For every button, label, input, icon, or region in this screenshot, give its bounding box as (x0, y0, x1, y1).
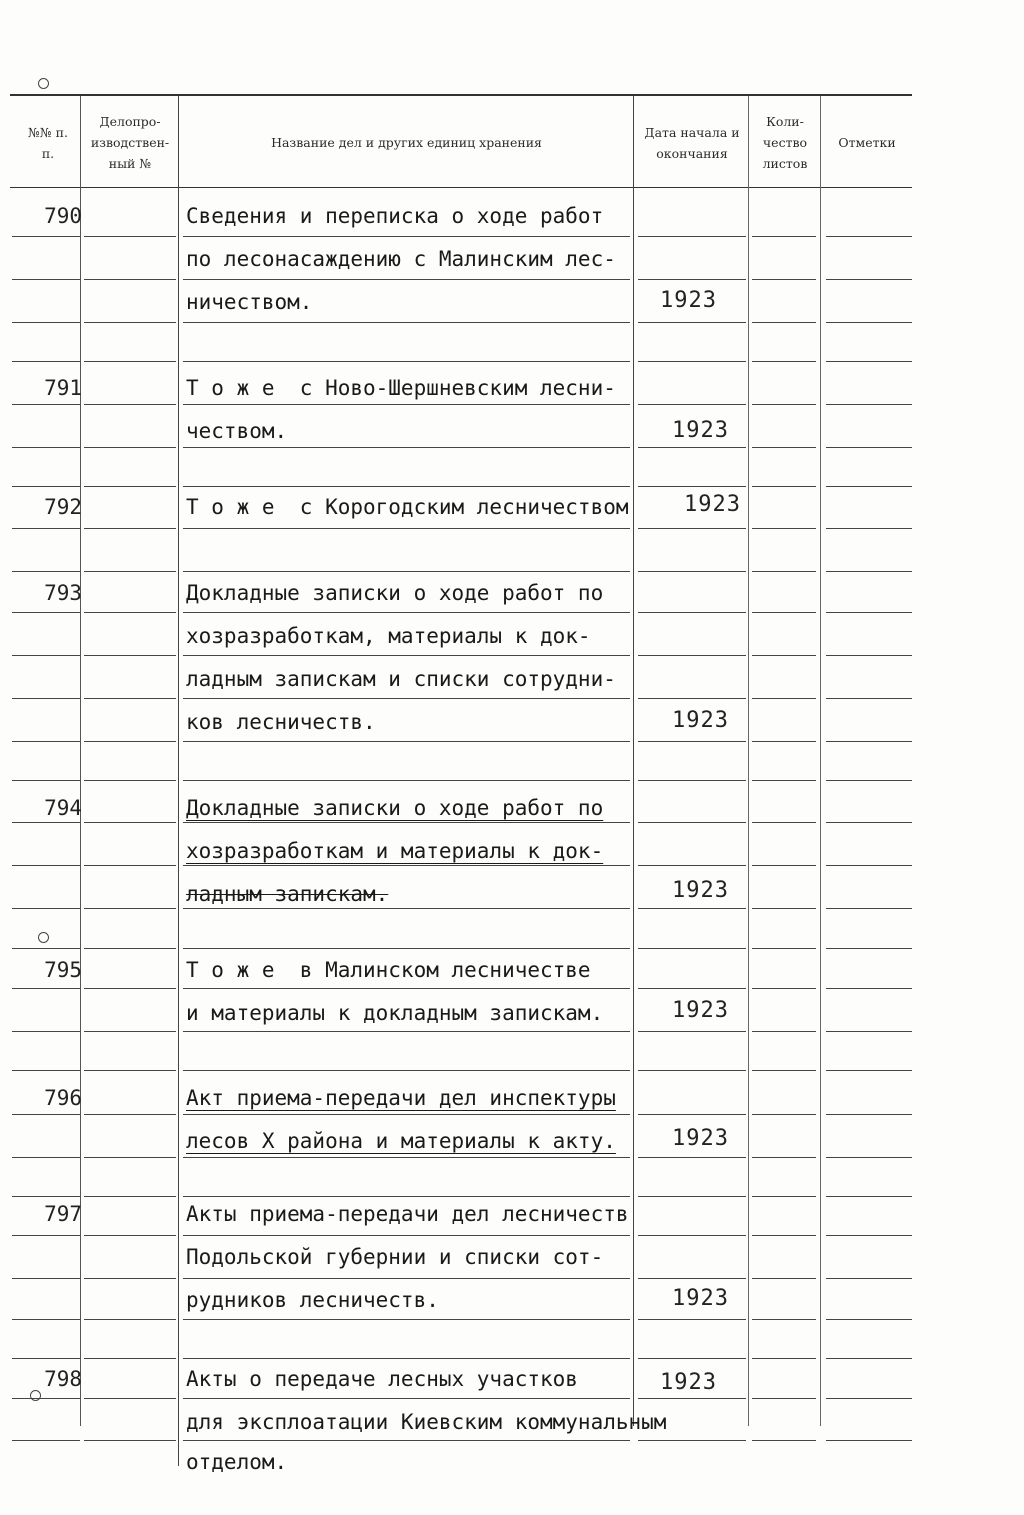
row-rule (183, 1157, 630, 1158)
row-rule (183, 447, 630, 448)
col-header-dates: Дата начала и окончания (644, 125, 740, 161)
row-rule (638, 741, 746, 742)
row-rule (826, 322, 912, 323)
entry-title-line: Т о ж е в Малинском лесничестве (186, 958, 591, 982)
entry-number: 796 (44, 1086, 82, 1110)
entry-number: 792 (44, 495, 82, 519)
entry-title-line: Докладные записки о ходе работ по (186, 796, 604, 820)
row-rule (752, 1196, 816, 1197)
row-rule (752, 865, 816, 866)
row-rule (826, 865, 912, 866)
row-rule (84, 571, 176, 572)
row-rule (752, 404, 816, 405)
row-rule (826, 655, 912, 656)
row-rule (638, 404, 746, 405)
entry-number: 795 (44, 958, 82, 982)
row-rule (826, 236, 912, 237)
row-rule (752, 988, 816, 989)
row-rule (183, 1398, 630, 1399)
entry-number: 794 (44, 796, 82, 820)
row-rule (826, 1114, 912, 1115)
entry-date: 1923 (672, 708, 729, 733)
row-rule (12, 822, 80, 823)
entry-date: 1923 (684, 492, 741, 517)
col-divider-5 (820, 96, 821, 1426)
row-rule (638, 865, 746, 866)
entry-number: 798 (44, 1367, 82, 1391)
entry-number: 797 (44, 1202, 82, 1226)
row-rule (84, 322, 176, 323)
row-rule (638, 612, 746, 613)
row-rule (638, 1235, 746, 1236)
row-rule (826, 1278, 912, 1279)
entry-title-line: лесов X района и материалы к акту. (186, 1129, 616, 1153)
row-rule (84, 1358, 176, 1359)
row-rule (638, 1398, 746, 1399)
row-rule (12, 1278, 80, 1279)
row-rule (84, 612, 176, 613)
row-rule (638, 1278, 746, 1279)
entry-date: 1923 (660, 1370, 717, 1395)
row-rule (752, 1278, 816, 1279)
row-rule (12, 948, 80, 949)
entry-title-line: Акт приема-передачи дел инспектуры (186, 1086, 616, 1110)
row-rule (638, 1440, 746, 1441)
row-rule (752, 1070, 816, 1071)
row-rule (84, 1398, 176, 1399)
entry-title-line: и материалы к докладным запискам. (186, 1001, 604, 1025)
entry-title-line: Сведения и переписка о ходе работ (186, 204, 604, 228)
row-rule (638, 1157, 746, 1158)
row-rule (183, 279, 630, 280)
row-rule (12, 1196, 80, 1197)
row-rule (12, 571, 80, 572)
row-rule (183, 1070, 630, 1071)
row-rule (752, 1235, 816, 1236)
row-rule (752, 1398, 816, 1399)
row-rule (183, 822, 630, 823)
row-rule (183, 1031, 630, 1032)
row-rule (638, 1031, 746, 1032)
row-rule (12, 361, 80, 362)
header-top-rule (10, 94, 912, 96)
entry-date: 1923 (672, 1126, 729, 1151)
row-rule (752, 948, 816, 949)
row-rule (752, 741, 816, 742)
entry-date: 1923 (672, 998, 729, 1023)
row-rule (638, 822, 746, 823)
row-rule (12, 780, 80, 781)
row-rule (183, 1358, 630, 1359)
row-rule (183, 655, 630, 656)
row-rule (826, 1157, 912, 1158)
row-rule (638, 1196, 746, 1197)
row-rule (12, 1070, 80, 1071)
entry-title-line: Т о ж е с Ново-Шершневским лесни- (186, 376, 616, 400)
row-rule (12, 447, 80, 448)
row-rule (638, 655, 746, 656)
row-rule (183, 236, 630, 237)
entry-title-line: Докладные записки о ходе работ по (186, 581, 604, 605)
row-rule (752, 1358, 816, 1359)
row-rule (826, 1235, 912, 1236)
row-rule (183, 698, 630, 699)
row-rule (826, 447, 912, 448)
row-rule (826, 404, 912, 405)
row-rule (84, 279, 176, 280)
row-rule (84, 1157, 176, 1158)
header-bottom-rule (10, 187, 912, 188)
row-rule (752, 1157, 816, 1158)
row-rule (84, 528, 176, 529)
row-rule (638, 780, 746, 781)
entry-title-line: ладным запискам и списки сотрудни- (186, 667, 616, 691)
row-rule (183, 571, 630, 572)
row-rule (12, 698, 80, 699)
row-rule (752, 1114, 816, 1115)
entry-title-line: ничеством. (186, 290, 313, 314)
row-rule (84, 1440, 176, 1441)
row-rule (183, 988, 630, 989)
row-rule (84, 1196, 176, 1197)
punch-mark (30, 1390, 41, 1401)
entry-title-line: ладным запискам. (186, 882, 389, 906)
row-rule (826, 1398, 912, 1399)
row-rule (638, 486, 746, 487)
row-rule (752, 780, 816, 781)
row-rule (84, 741, 176, 742)
row-rule (638, 948, 746, 949)
row-rule (183, 528, 630, 529)
row-rule (12, 236, 80, 237)
entry-title-line: ков лесничеств. (186, 710, 376, 734)
row-rule (752, 655, 816, 656)
entry-title-line: Акты о передаче лесных участков (186, 1367, 578, 1391)
entry-number: 791 (44, 376, 82, 400)
entry-title-line: хозразработкам, материалы к док- (186, 624, 591, 648)
row-rule (84, 361, 176, 362)
row-rule (826, 361, 912, 362)
row-rule (183, 1196, 630, 1197)
row-rule (12, 1319, 80, 1320)
row-rule (752, 571, 816, 572)
row-rule (183, 322, 630, 323)
row-rule (752, 486, 816, 487)
row-rule (12, 908, 80, 909)
row-rule (84, 486, 176, 487)
row-rule (183, 361, 630, 362)
row-rule (183, 948, 630, 949)
row-rule (84, 404, 176, 405)
entry-title-line: Подольской губернии и списки сот- (186, 1245, 604, 1269)
row-rule (752, 447, 816, 448)
col-header-number: №№ п. п. (28, 125, 68, 161)
row-rule (12, 486, 80, 487)
row-rule (826, 1319, 912, 1320)
row-rule (84, 1070, 176, 1071)
row-rule (12, 988, 80, 989)
row-rule (183, 612, 630, 613)
row-rule (638, 1319, 746, 1320)
row-rule (826, 528, 912, 529)
row-rule (826, 1196, 912, 1197)
entry-title-line: чеством. (186, 419, 288, 443)
row-rule (752, 322, 816, 323)
row-rule (12, 1114, 80, 1115)
row-rule (183, 1114, 630, 1115)
row-rule (752, 279, 816, 280)
row-rule (826, 698, 912, 699)
row-rule (12, 404, 80, 405)
row-rule (84, 655, 176, 656)
row-rule (183, 741, 630, 742)
row-rule (638, 322, 746, 323)
entry-date: 1923 (672, 1286, 729, 1311)
col-divider-2 (178, 96, 179, 1466)
row-rule (84, 698, 176, 699)
row-rule (638, 528, 746, 529)
row-rule (12, 528, 80, 529)
col-header-title: Название дел и других единиц хранения (271, 134, 542, 150)
row-rule (84, 1278, 176, 1279)
row-rule (752, 1319, 816, 1320)
row-rule (84, 1114, 176, 1115)
row-rule (752, 822, 816, 823)
row-rule (183, 780, 630, 781)
punch-mark (38, 932, 49, 943)
row-rule (12, 865, 80, 866)
row-rule (183, 404, 630, 405)
row-rule (638, 1114, 746, 1115)
row-rule (826, 612, 912, 613)
entry-number: 793 (44, 581, 82, 605)
row-rule (84, 236, 176, 237)
row-rule (12, 1358, 80, 1359)
col-divider-3 (633, 96, 634, 1426)
row-rule (752, 361, 816, 362)
row-rule (638, 908, 746, 909)
row-rule (84, 865, 176, 866)
col-header-notes: Отметки (838, 134, 896, 150)
entry-number: 790 (44, 204, 82, 228)
row-rule (752, 528, 816, 529)
row-rule (84, 988, 176, 989)
row-rule (638, 279, 746, 280)
row-rule (826, 1358, 912, 1359)
col-divider-1 (80, 96, 81, 1426)
row-rule (638, 988, 746, 989)
row-rule (752, 236, 816, 237)
row-rule (826, 486, 912, 487)
row-rule (826, 948, 912, 949)
row-rule (752, 698, 816, 699)
entry-title-line: Т о ж е с Корогодским лесничеством (186, 495, 629, 519)
row-rule (183, 486, 630, 487)
col-divider-4 (748, 96, 749, 1426)
row-rule (84, 908, 176, 909)
row-rule (826, 988, 912, 989)
row-rule (826, 822, 912, 823)
punch-mark (38, 78, 49, 89)
row-rule (12, 1157, 80, 1158)
row-rule (84, 948, 176, 949)
row-rule (183, 1440, 630, 1441)
entry-date: 1923 (660, 288, 717, 313)
entry-date: 1923 (672, 878, 729, 903)
row-rule (638, 1358, 746, 1359)
entry-title-line: отделом. (186, 1450, 288, 1474)
row-rule (183, 1319, 630, 1320)
row-rule (12, 279, 80, 280)
row-rule (826, 908, 912, 909)
row-rule (12, 1235, 80, 1236)
row-rule (183, 908, 630, 909)
row-rule (638, 1070, 746, 1071)
row-rule (638, 236, 746, 237)
row-rule (638, 571, 746, 572)
row-rule (12, 612, 80, 613)
col-header-sheets: Коли- чество листов (762, 113, 808, 171)
row-rule (826, 1031, 912, 1032)
row-rule (826, 279, 912, 280)
row-rule (752, 612, 816, 613)
row-rule (826, 1440, 912, 1441)
entry-title-line: Акты приема-передачи дел лесничеств (186, 1202, 629, 1226)
row-rule (826, 1070, 912, 1071)
row-rule (638, 361, 746, 362)
row-rule (12, 1398, 80, 1399)
row-rule (12, 741, 80, 742)
row-rule (12, 1031, 80, 1032)
row-rule (638, 698, 746, 699)
entry-title-line: для эксплоатации Киевским коммунальным (186, 1410, 667, 1434)
row-rule (826, 780, 912, 781)
row-rule (12, 322, 80, 323)
row-rule (12, 655, 80, 656)
row-rule (84, 447, 176, 448)
row-rule (84, 1031, 176, 1032)
row-rule (84, 1319, 176, 1320)
entry-date: 1923 (672, 418, 729, 443)
row-rule (752, 908, 816, 909)
row-rule (183, 1235, 630, 1236)
row-rule (826, 571, 912, 572)
row-rule (638, 447, 746, 448)
row-rule (183, 865, 630, 866)
col-header-office-number: Делопро- изводствен- ный № (90, 113, 170, 171)
row-rule (84, 780, 176, 781)
entry-title-line: рудников лесничеств. (186, 1288, 439, 1312)
entry-title-line: хозразработкам и материалы к док- (186, 839, 604, 863)
row-rule (84, 1235, 176, 1236)
row-rule (752, 1031, 816, 1032)
row-rule (12, 1440, 80, 1441)
row-rule (752, 1440, 816, 1441)
row-rule (183, 1278, 630, 1279)
entry-title-line: по лесонасаждению с Малинским лес- (186, 247, 616, 271)
row-rule (826, 741, 912, 742)
row-rule (84, 822, 176, 823)
